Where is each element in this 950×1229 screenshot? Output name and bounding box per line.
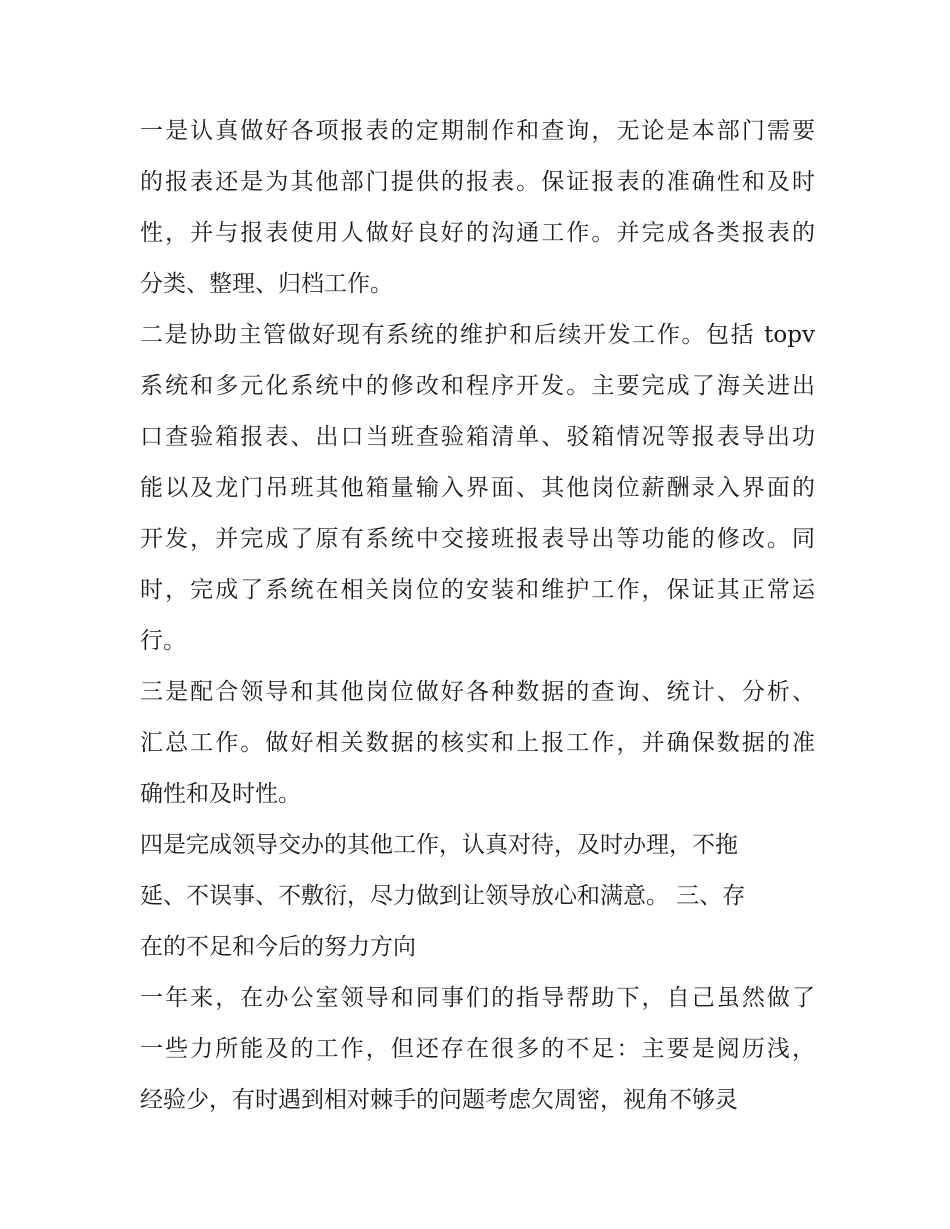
paragraph-other-tasks <box>140 820 815 973</box>
text-line: 经验少，有时遇到相对棘手的问题考虑欠周密，视角不够灵 <box>140 1087 738 1113</box>
text-line: 行。 <box>140 628 186 654</box>
text-line: 系统和多元化系统中的修改和程序开发。主要完成了海关进出 <box>140 373 815 399</box>
paragraph-system-development <box>140 310 815 667</box>
text-line: 的报表还是为其他部门提供的报表。保证报表的准确性和及时 <box>140 169 815 195</box>
text-line: 一是认真做好各项报表的定期制作和查询，无论是本部门需要 <box>140 118 815 144</box>
text-line: 确性和及时性。 <box>140 781 301 807</box>
text-line: 性，并与报表使用人做好良好的沟通工作。并完成各类报表的 <box>140 220 815 246</box>
text-line: 在的不足和今后的努力方向 <box>140 934 416 960</box>
text-line: 一年来，在办公室领导和同事们的指导帮助下，自己虽然做了 <box>140 985 815 1011</box>
paragraph-data-statistics <box>140 667 815 820</box>
text-line: 口查验箱报表、出口当班查验箱清单、驳箱情况等报表导出功 <box>140 424 815 450</box>
text-line: 二是协助主管做好现有系统的维护和后续开发工作。包括 topv <box>140 322 815 348</box>
text-line: 分类、整理、归档工作。 <box>140 271 393 297</box>
document-body <box>140 106 815 1126</box>
text-line: 一些力所能及的工作，但还存在很多的不足：主要是阅历浅， <box>140 1036 815 1062</box>
text-line: 三是配合领导和其他岗位做好各种数据的查询、统计、分析、 <box>140 679 815 705</box>
text-line: 能以及龙门吊班其他箱量输入界面、其他岗位薪酬录入界面的 <box>140 475 815 501</box>
paragraph-shortcomings <box>140 973 815 1126</box>
text-line: 四是完成领导交办的其他工作，认真对待，及时办理，不拖 <box>140 832 738 858</box>
text-line: 开发，并完成了原有系统中交接班报表导出等功能的修改。同 <box>140 526 815 552</box>
text-line: 时，完成了系统在相关岗位的安装和维护工作，保证其正常运 <box>140 577 815 603</box>
text-line: 延、不误事、不敷衍，尽力做到让领导放心和满意。 三、存 <box>140 883 746 909</box>
text-line: 汇总工作。做好相关数据的核实和上报工作，并确保数据的准 <box>140 730 815 756</box>
paragraph-report-work <box>140 106 815 310</box>
